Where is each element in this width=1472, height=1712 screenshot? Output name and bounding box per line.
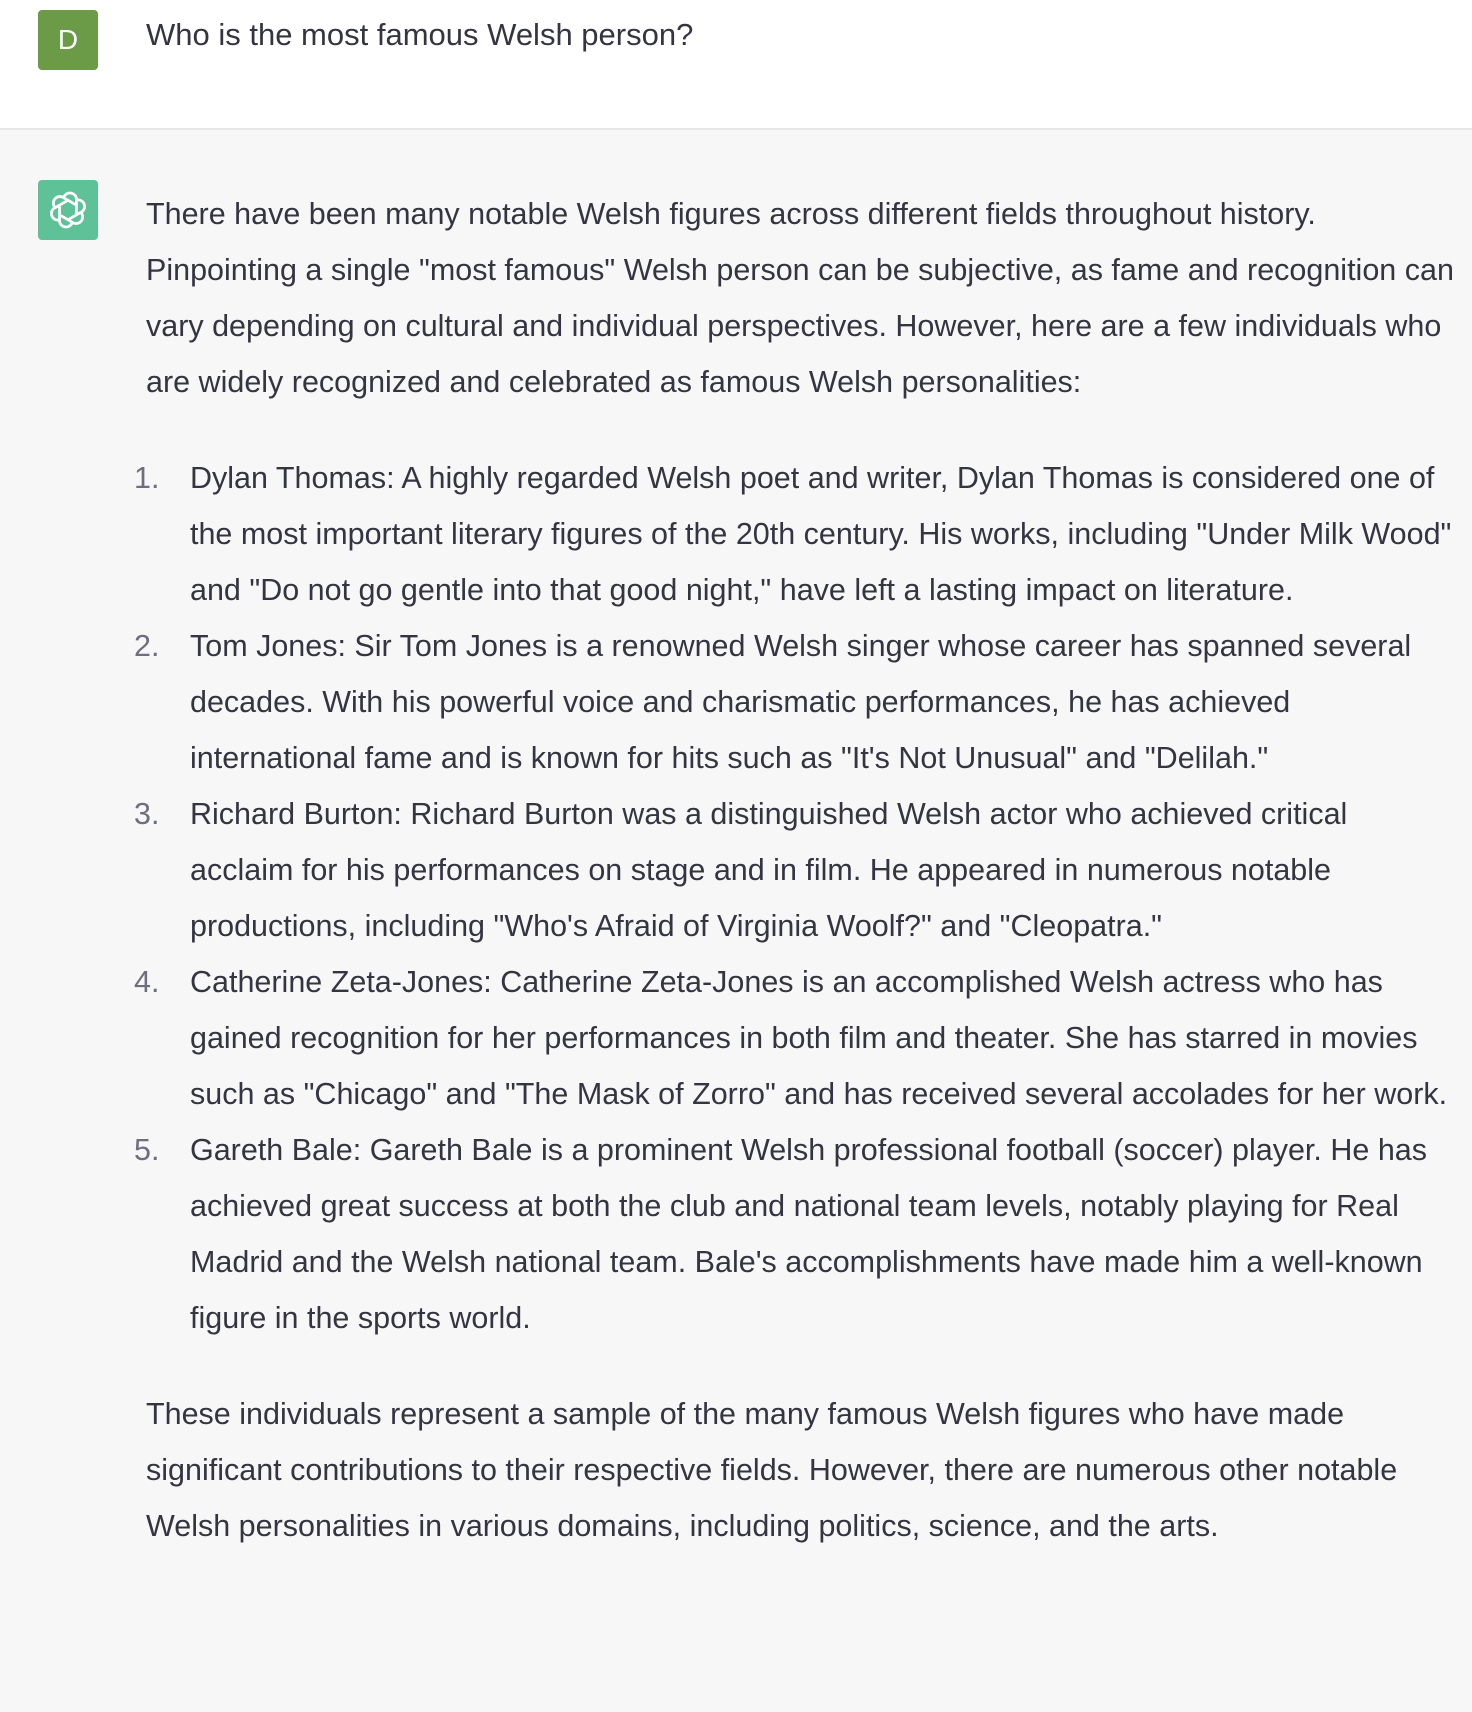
list-item (134, 450, 1456, 618)
list-item-text: Gareth Bale: Gareth Bale is a prominent Welsh professional football (soccer) player. He has achieved great success at both the club and national team levels, notably playing for Real Madrid and the Welsh national team. Bale's accomplishments have made him a well-known figure in the sports world. (190, 1133, 1427, 1335)
list-item-text: Catherine Zeta-Jones: Catherine Zeta-Jones is an accomplished Welsh actress who has gained recognition for her performances in both film and theater. She has starred in movies such as "Chicago" and "The Mask of Zorro" and has received several accolades for her work. (190, 965, 1448, 1111)
list-item-number: 4. (134, 965, 160, 999)
list-item-number: 2. (134, 629, 160, 663)
assistant-message-content (134, 186, 1456, 1554)
assistant-intro-paragraph: There have been many notable Welsh figures across different fields throughout history. Pinpointing a single "most famous" Welsh person can be subjective, as fame and recognition can vary depending on cultural and individual perspectives. However, here are a few individuals who are widely recognized and celebrated as famous Welsh personalities: (146, 197, 1454, 399)
assistant-avatar (38, 180, 98, 240)
famous-welsh-list (134, 450, 1456, 1346)
list-item (134, 618, 1456, 786)
user-message-row (0, 0, 1472, 130)
list-item-text: Richard Burton: Richard Burton was a distinguished Welsh actor who achieved critical acclaim for his performances on stage and in film. He appeared in numerous notable productions, including "Who's Afraid of Virginia Woolf?" and "Cleopatra." (190, 797, 1348, 943)
user-message-text: Who is the most famous Welsh person? (146, 17, 694, 52)
user-avatar: D (38, 10, 98, 70)
list-item (134, 786, 1456, 954)
list-item-number: 5. (134, 1133, 160, 1167)
openai-logo-icon (46, 188, 90, 232)
assistant-message-row (0, 130, 1472, 1712)
list-item (134, 1122, 1456, 1346)
list-item (134, 954, 1456, 1122)
assistant-outro-paragraph: These individuals represent a sample of the many famous Welsh figures who have made significant contributions to their respective fields. However, there are numerous other notable Welsh personalities in various domains, including politics, science, and the arts. (146, 1397, 1398, 1543)
list-item-text: Dylan Thomas: A highly regarded Welsh poet and writer, Dylan Thomas is considered one of the most important literary figures of the 20th century. His works, including "Under Milk Wood" and "Do not go gentle into that good night," have left a lasting impact on literature. (190, 461, 1452, 607)
list-item-number: 1. (134, 461, 160, 495)
list-item-text: Tom Jones: Sir Tom Jones is a renowned Welsh singer whose career has spanned several decades. With his powerful voice and charismatic performances, he has achieved international fame and is known for hits such as "It's Not Unusual" and "Delilah." (190, 629, 1412, 775)
list-item-number: 3. (134, 797, 160, 831)
